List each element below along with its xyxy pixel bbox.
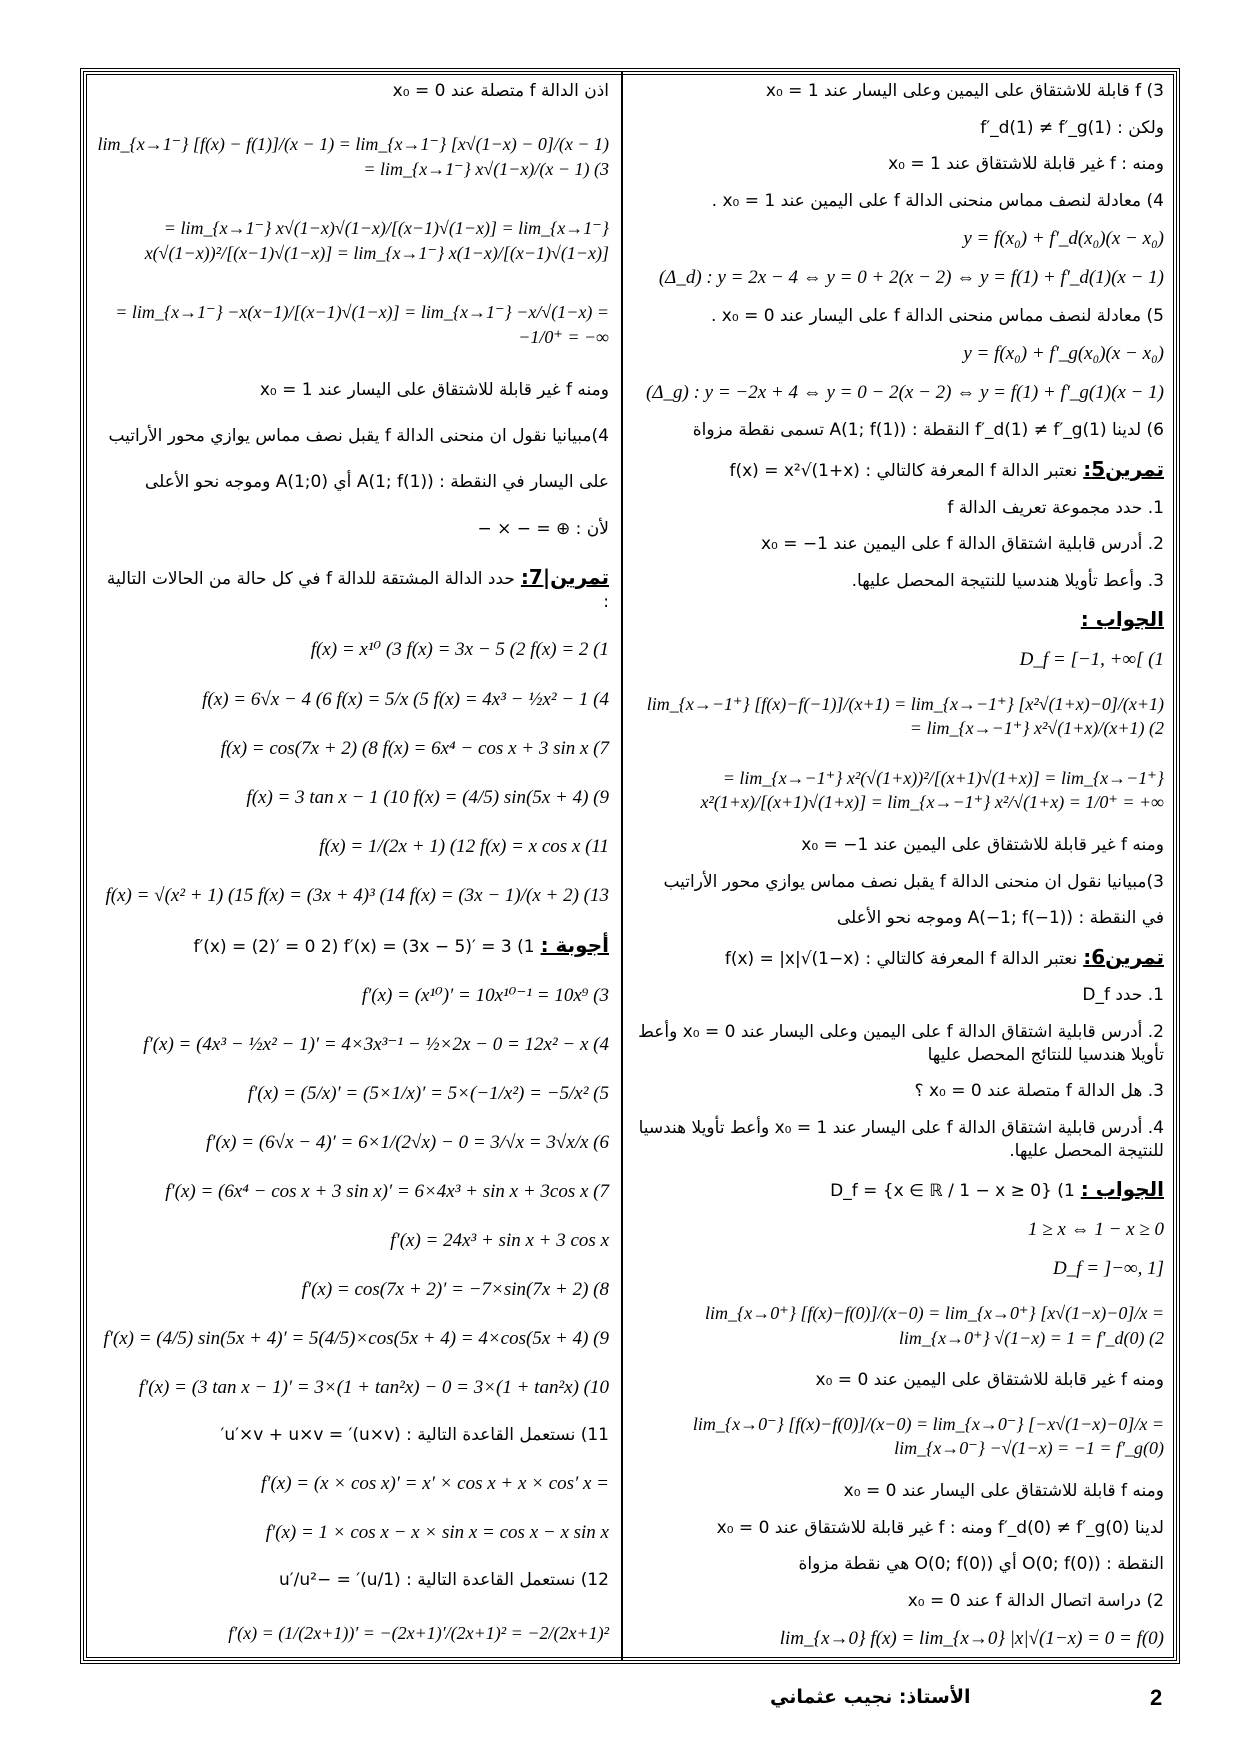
- line-text: اذن الدالة f متصلة عند x₀ = 0: [392, 81, 609, 101]
- text-line: [635, 1295, 1164, 1356]
- text-line: [635, 265, 1164, 291]
- text-line: [96, 983, 609, 1009]
- text-line: [635, 497, 1164, 520]
- text-line: [96, 210, 609, 271]
- line-text: f′(x) = (6x⁴ − cos x + 3 sin x)′ = 6×4x³ + sin x + 3cos x (7: [165, 1180, 609, 1202]
- text-line: [635, 533, 1164, 556]
- page-frame: [80, 68, 1180, 1664]
- line-text: 3. وأعط تأويلا هندسيا للنتيجة المحصل عليها.: [851, 570, 1164, 591]
- line-text: 1 ≥ x ⇔ 1 − x ≥ 0: [1027, 1218, 1164, 1240]
- line-text: 5) معادلة لنصف مماس منحنى الدالة f على اليسار عند x₀ = 0 .: [710, 305, 1164, 326]
- line-text: النقطة : O(0; f(0)) أي O(0; f(0)) هي نقطة مزواة: [798, 1554, 1164, 1575]
- line-text: 2. أدرس قابلية اشتقاق الدالة f على اليمين وعلى اليسار عند x₀ = 0 وأعط تأويلا هندسيا للنتائج المحصل عليها: [638, 1021, 1164, 1065]
- line-text: 4) معادلة لنصف مماس منحنى الدالة f على اليمين عند x₀ = 1 .: [711, 190, 1164, 211]
- line-text: lim_{x→1⁻} [f(x) − f(1)]/(x − 1) = lim_{x→1⁻} [x√(1−x) − 0]/(x − 1) = lim_{x→1⁻} x√(1−x)/(x − 1) (3: [97, 134, 609, 179]
- text-line: [96, 1615, 609, 1651]
- line-text: لأن : ⊕ = − × −: [477, 518, 609, 539]
- line-text: 3. هل الدالة f متصلة عند x₀ = 0 ؟: [914, 1081, 1164, 1102]
- text-line: [96, 1179, 609, 1205]
- line-text: f′(x) = 24x³ + sin x + 3 cos x: [390, 1229, 609, 1251]
- text-line: [96, 1375, 609, 1401]
- exercise-heading-line: [96, 932, 609, 959]
- section-heading: الجواب :: [1080, 607, 1164, 632]
- text-line: [96, 425, 609, 448]
- line-text: نعتبر الدالة f المعرفة كالتالي : f(x) = x²√(1+x): [729, 460, 1078, 481]
- text-line: [635, 1406, 1164, 1467]
- section-heading: الجواب :: [1080, 1177, 1164, 1202]
- line-text: lim_{x→0⁻} [f(x)−f(0)]/(x−0) = lim_{x→0⁻} [−x√(1−x)−0]/x = lim_{x→0⁻} −√(1−x) = −1 = f′_g(0): [692, 1414, 1164, 1459]
- text-line: [635, 1626, 1164, 1652]
- section-heading: تمرين|7:: [520, 565, 609, 590]
- line-text: f′(x) = (4x³ − ½x² − 1)′ = 4×3x³⁻¹ − ½×2x − 0 = 12x² − x (4: [143, 1033, 609, 1055]
- text-line: [635, 419, 1164, 442]
- line-text: 11) نستعمل القاعدة التالية : (u×v)′ = u′×v + u×v′: [220, 1425, 609, 1446]
- text-line: [96, 1424, 609, 1447]
- line-text: f(x) = x¹⁰ (3 f(x) = 3x − 5 (2 f(x) = 2 (1: [310, 639, 609, 661]
- text-line: [96, 471, 609, 494]
- text-line: [635, 1117, 1164, 1163]
- line-text: = lim_{x→1⁻} −x(x−1)/[(x−1)√(1−x)] = lim_{x→1⁻} −x/√(1−x) = −1/0⁺ = −∞: [115, 302, 609, 347]
- text-line: [635, 117, 1164, 140]
- text-line: [96, 294, 609, 355]
- text-line: [96, 1277, 609, 1303]
- text-line: [635, 226, 1164, 252]
- line-text: 3) f قابلة للاشتقاق على اليمين وعلى اليسار عند x₀ = 1: [765, 81, 1164, 101]
- line-text: ومنه f غير قابلة للاشتقاق على اليسار عند x₀ = 1: [259, 379, 609, 400]
- line-text: (Δ_g) : y = −2x + 4 ⇔ y = 0 − 2(x − 2) ⇔ y = f(1) + f′_g(1)(x − 1): [646, 382, 1164, 404]
- text-line: [635, 1590, 1164, 1613]
- line-text: f′(x) = (3 tan x − 1)′ = 3×(1 + tan²x) − 0 = 3×(1 + tan²x) (10: [138, 1377, 609, 1399]
- line-text: f′(x) = 1 × cos x − x × sin x = cos x − x sin x: [265, 1521, 609, 1543]
- text-line: [635, 1080, 1164, 1103]
- text-line: [96, 834, 609, 860]
- text-line: [96, 518, 609, 541]
- text-line: [96, 1569, 609, 1592]
- line-text: 4)مبيانيا نقول ان منحنى الدالة f يقبل نصف مماس يوازي محور الأراتيب: [108, 425, 609, 446]
- page-number: 2: [1150, 1685, 1163, 1710]
- line-text: لدينا f′_d(0) ≠ f′_g(0) ومنه : f غير قابلة للاشتقاق عند x₀ = 0: [716, 1517, 1164, 1538]
- line-text: f′(x) = (6√x − 4)′ = 6×1/(2√x) − 0 = 3/√x = 3√x/x (6: [205, 1131, 609, 1153]
- line-text: f(x) = 3 tan x − 1 (10 f(x) = (4/5) sin(5x + 4) (9: [246, 786, 609, 808]
- text-line: [96, 1228, 609, 1254]
- text-line: [635, 1256, 1164, 1282]
- text-line: [96, 379, 609, 402]
- line-text: ومنه f قابلة للاشتقاق على اليسار عند x₀ = 0: [843, 1481, 1164, 1502]
- text-line: [635, 871, 1164, 894]
- exercise-heading-line: [635, 456, 1164, 483]
- line-text: f′(x) = (4/5) sin(5x + 4)′ = 5(4/5)×cos(5x + 4) = 4×cos(5x + 4) (9: [103, 1328, 609, 1350]
- text-line: [96, 785, 609, 811]
- text-line: [635, 907, 1164, 930]
- text-line: [635, 153, 1164, 176]
- line-text: ولكن : f′_d(1) ≠ f′_g(1): [980, 117, 1164, 138]
- line-text: 1. حدد مجموعة تعريف الدالة f: [947, 497, 1164, 518]
- text-line: [96, 883, 609, 909]
- text-line: [635, 1369, 1164, 1392]
- exercise-heading-line: [635, 944, 1164, 971]
- line-text: f(x) = 1/(2x + 1) (12 f(x) = x cos x (11: [319, 835, 609, 857]
- line-text: ومنه f غير قابلة للاشتقاق على اليمين عند x₀ = −1: [801, 835, 1164, 856]
- line-text: 6) لدينا f′_d(1) ≠ f′_g(1) النقطة : A(1; f(1)) تسمى نقطة مزواة: [692, 420, 1164, 441]
- line-text: نعتبر الدالة f المعرفة كالتالي : f(x) = |x|√(1−x): [724, 948, 1078, 969]
- section-heading: تمرين6:: [1083, 944, 1164, 969]
- line-text: ومنه : f غير قابلة للاشتقاق عند x₀ = 1: [888, 154, 1164, 175]
- text-line: [96, 637, 609, 663]
- text-line: [635, 647, 1164, 673]
- text-line: [96, 1520, 609, 1546]
- text-line: [96, 736, 609, 762]
- text-line: [635, 570, 1164, 593]
- line-text: y = f(x₀) + f′_g(x₀)(x − x₀): [963, 343, 1164, 365]
- line-text: 4. أدرس قابلية اشتقاق الدالة f على اليسار عند x₀ = 1 وأعط تأويلا هندسيا للنتيجة المحصل عليها.: [638, 1117, 1164, 1161]
- line-text: f′(x) = (1/(2x+1))′ = −(2x+1)′/(2x+1)² = −2/(2x+1)²: [228, 1623, 609, 1644]
- line-text: y = f(x₀) + f′_d(x₀)(x − x₀): [963, 228, 1164, 250]
- text-line: [635, 1217, 1164, 1243]
- line-text: f′(x) = cos(7x + 2)′ = −7×sin(7x + 2) (8: [301, 1279, 609, 1301]
- text-line: [635, 80, 1164, 103]
- line-text: 3)مبيانيا نقول ان منحنى الدالة f يقبل نصف مماس يوازي محور الأراتيب: [663, 871, 1164, 892]
- text-line: [635, 380, 1164, 406]
- text-line: [96, 1081, 609, 1107]
- line-text: = lim_{x→−1⁺} x²(√(1+x))²/[(x+1)√(1+x)] = lim_{x→−1⁺} x²(1+x)/[(x+1)√(1+x)] = lim_{x→−1⁺} x²/√(1+x) = 1/0⁺ = +∞: [700, 768, 1164, 813]
- line-text: = lim_{x→1⁻} x√(1−x)√(1−x)/[(x−1)√(1−x)] = lim_{x→1⁻} x(√(1−x))²/[(x−1)√(1−x)] = lim_{x→1⁻} x(1−x)/[(x−1)√(1−x)]: [144, 218, 609, 263]
- text-line: [635, 984, 1164, 1007]
- text-line: [96, 1032, 609, 1058]
- line-text: 2. أدرس قابلية اشتقاق الدالة f على اليمين عند x₀ = −1: [760, 534, 1164, 555]
- exercise-heading-line: [96, 564, 609, 614]
- text-line: [635, 686, 1164, 747]
- line-text: f(x) = cos(7x + 2) (8 f(x) = 6x⁴ − cos x + 3 sin x (7: [220, 737, 609, 759]
- left-column: [84, 72, 621, 1660]
- section-heading: أجوبة :: [540, 933, 609, 958]
- text-line: [96, 1130, 609, 1156]
- line-text: 1) f′(x) = (2)′ = 0 2) f′(x) = (3x − 5)′ = 3: [193, 937, 535, 958]
- text-line: [635, 1553, 1164, 1576]
- text-line: [96, 80, 609, 103]
- line-text: D_f = [−1, +∞[ (1: [1019, 648, 1164, 670]
- line-text: f′(x) = (x × cos x)′ = x′ × cos x + x × cos′ x =: [261, 1472, 609, 1494]
- right-column: [621, 72, 1176, 1660]
- text-line: [635, 1517, 1164, 1540]
- text-line: [96, 1326, 609, 1352]
- text-line: [635, 305, 1164, 328]
- line-text: lim_{x→−1⁺} [f(x)−f(−1)]/(x+1) = lim_{x→−1⁺} [x²√(1+x)−0]/(x+1) = lim_{x→−1⁺} x²√(1+x)/(x+1) (2: [646, 693, 1164, 739]
- line-text: f(x) = √(x² + 1) (15 f(x) = (3x + 4)³ (14 f(x) = (3x − 1)/(x + 2) (13: [105, 884, 609, 906]
- text-line: [635, 834, 1164, 857]
- text-line: [635, 760, 1164, 821]
- line-text: lim_{x→0} f(x) = lim_{x→0} |x|√(1−x) = 0 = f(0): [779, 1628, 1164, 1650]
- line-text: D_f = ]−∞, 1]: [1053, 1258, 1164, 1280]
- author-name: الأستاذ: نجيب عثماني: [770, 1686, 971, 1708]
- line-text: 1) D_f = {x ∈ ℝ / 1 − x ≥ 0}: [830, 1181, 1075, 1202]
- line-text: lim_{x→0⁺} [f(x)−f(0)]/(x−0) = lim_{x→0⁺} [x√(1−x)−0]/x = lim_{x→0⁺} √(1−x) = 1 = f′_d(0) (2: [705, 1303, 1164, 1348]
- line-text: 12) نستعمل القاعدة التالية : (1/u)′ = −u′/u²: [279, 1569, 609, 1590]
- text-line: [635, 1021, 1164, 1067]
- text-line: [635, 1480, 1164, 1503]
- line-text: f(x) = 6√x − 4 (6 f(x) = 5/x (5 f(x) = 4x³ − ½x² − 1 (4: [202, 688, 609, 710]
- text-line: [635, 190, 1164, 213]
- text-line: [96, 687, 609, 713]
- line-text: ومنه f غير قابلة للاشتقاق على اليمين عند x₀ = 0: [815, 1370, 1164, 1391]
- text-line: [96, 126, 609, 187]
- exercise-heading-line: [635, 606, 1164, 633]
- exercise-heading-line: [635, 1176, 1164, 1203]
- line-text: حدد الدالة المشتقة للدالة f في كل حالة من الحالات التالية :: [106, 569, 609, 613]
- section-heading: تمرين5:: [1083, 456, 1164, 481]
- line-text: f′(x) = (5/x)′ = (5×1/x)′ = 5×(−1/x²) = −5/x² (5: [247, 1082, 609, 1104]
- line-text: 2) دراسة اتصال الدالة f عند x₀ = 0: [907, 1590, 1164, 1611]
- text-line: [635, 341, 1164, 367]
- line-text: على اليسار في النقطة : A(1; f(1)) أي A(1;0) وموجه نحو الأعلى: [144, 472, 609, 493]
- line-text: 1. حدد D_f: [1082, 985, 1164, 1006]
- text-line: [96, 1471, 609, 1497]
- line-text: (Δ_d) : y = 2x − 4 ⇔ y = 0 + 2(x − 2) ⇔ y = f(1) + f′_d(1)(x − 1): [658, 267, 1164, 289]
- line-text: f′(x) = (x¹⁰)′ = 10x¹⁰⁻¹ = 10x⁹ (3: [361, 984, 609, 1006]
- line-text: في النقطة : A(−1; f(−1)) وموجه نحو الأعلى: [836, 908, 1164, 929]
